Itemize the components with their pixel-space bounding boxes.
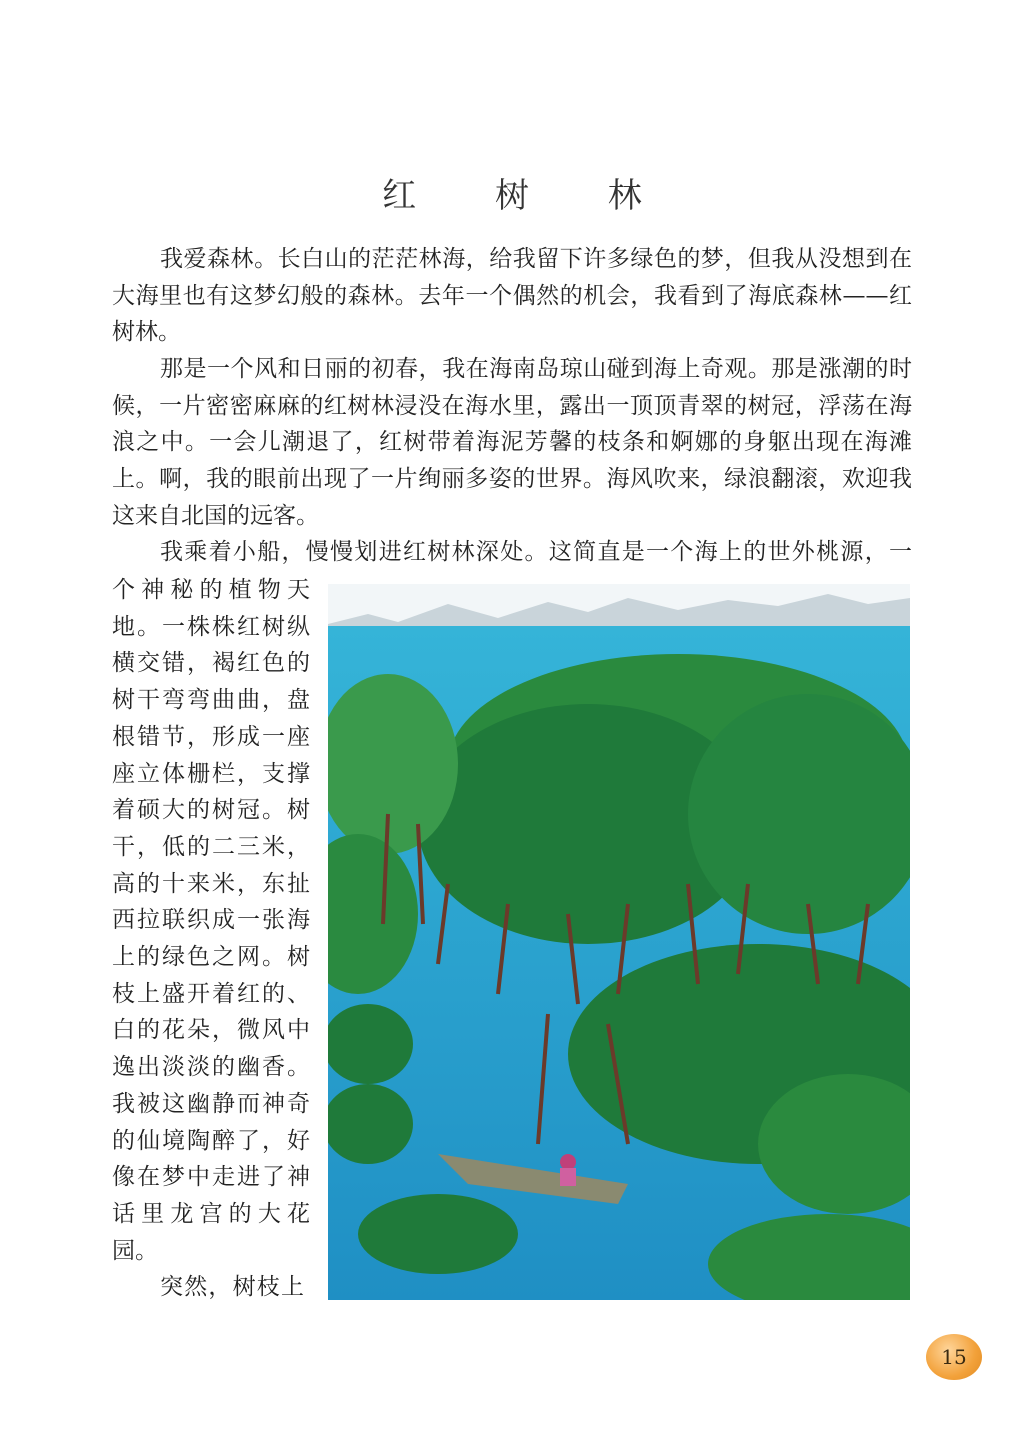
text-line: 我爱森林。长白山的茫茫林海，给我留下许多绿色的梦，但我从没想到在: [160, 246, 912, 272]
page-title: 红 树 林: [382, 176, 676, 216]
side-text-line: 个神秘的植物天: [112, 577, 310, 603]
side-text-line: 逸出淡淡的幽香。: [112, 1054, 310, 1081]
side-text-line: 上的绿色之网。树: [112, 944, 310, 970]
text-line: 那是一个风和日丽的初春，我在海南岛琼山碰到海上奇观。那是涨潮的时: [160, 356, 912, 382]
side-text-line: 园。: [112, 1237, 158, 1264]
side-text-line: 根错节，形成一座: [112, 723, 310, 750]
side-text-line: 横交错，褐红色的: [112, 650, 310, 677]
side-text-line: 高的十来米，东扯: [112, 870, 310, 897]
text-line: 这来自北国的远客。: [112, 503, 319, 529]
side-text-line: 白的花朵，微风中: [112, 1017, 310, 1044]
text-line: 大海里也有这梦幻般的森林。去年一个偶然的机会，我看到了海底森林——红: [112, 283, 912, 309]
side-text-line: 座立体栅栏，支撑: [112, 760, 310, 787]
text-line: 树林。: [112, 319, 181, 345]
side-text-line: 话里龙宫的大花: [112, 1200, 310, 1227]
side-text-line: 突然，树枝上: [160, 1274, 304, 1301]
side-text-line: 的仙境陶醉了，好: [112, 1127, 310, 1154]
side-text-line: 枝上盛开着红的、: [112, 980, 310, 1007]
text-line: 候，一片密密麻麻的红树林浸没在海水里，露出一顶顶青翠的树冠，浮荡在海: [112, 393, 912, 419]
side-text-line: 我被这幽静而神奇: [112, 1090, 310, 1117]
side-text-line: 着硕大的树冠。树: [112, 797, 310, 824]
side-text-line: 像在梦中走进了神: [112, 1164, 310, 1191]
text-line: 我乘着小船，慢慢划进红树林深处。这简直是一个海上的世外桃源，一: [160, 539, 912, 565]
text-line: 上。啊，我的眼前出现了一片绚丽多姿的世界。海风吹来，绿浪翻滚，欢迎我: [112, 466, 912, 492]
side-text-line: 树干弯弯曲曲，盘: [112, 687, 310, 714]
mangrove-illustration: [328, 584, 910, 1300]
side-text-line: 西拉联织成一张海: [112, 907, 310, 934]
text-line: 浪之中。一会儿潮退了，红树带着海泥芳馨的枝条和婀娜的身躯出现在海滩: [112, 429, 912, 455]
page-number: 15: [926, 1334, 982, 1380]
side-text-line: 干，低的二三米，: [112, 833, 310, 860]
side-text-line: 地。一株株红树纵: [112, 613, 310, 640]
